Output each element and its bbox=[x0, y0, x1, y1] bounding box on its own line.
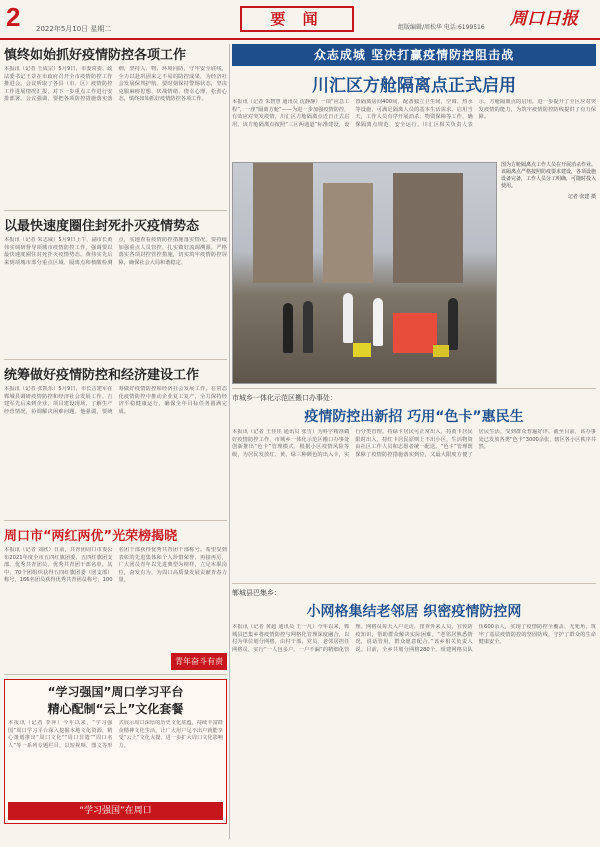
article-title: 疫情防控出新招 巧用“色卡”惠民生 bbox=[304, 409, 524, 425]
article-title: 以最快速度圈住封死扑灭疫情势态 bbox=[4, 219, 200, 234]
article-title: 小网格集结老邻居 织密疫情防控网 bbox=[306, 604, 522, 620]
article-subtitle: 精心配制“云上”文化套餐 bbox=[47, 702, 184, 716]
photo-worker bbox=[373, 298, 383, 346]
section-title: 要 闻 bbox=[240, 6, 354, 32]
divider bbox=[4, 674, 227, 675]
article-body: 本报讯（记者 刘欣）日前，共青团周口市委公布2021年度全市五四红旗团委、五四红旗团支部、优秀共青团员、优秀共青团干部名单。其中，70个团组织获得五四红旗团委（团支部）称号，166名团员获得优秀共青团员称号，100名团干部获得优秀共青团干部称号。希望受到表彰的先进集体和个人珍惜荣誉、再接再厉，广大团员青年以先进典型为榜样，立足本职岗位，奋发有为，为周口高质量发展贡献青春力量。 bbox=[4, 547, 227, 584]
photo-person bbox=[303, 301, 313, 353]
article-4 bbox=[4, 525, 227, 670]
article-body: 本报讯（记者 朱志威）5月9日上午，副市长黄伟实调研督导项城市疫情防控工作，强调要以最快速度圈住封死扑灭疫情势态。黄伟实先后来到项城市部分重点区域、隔离点和核酸检测点，实地查看疫情防控措施落实情况。要持续加强重点人员管控，扎实做好流调溯源，严格落实各项封控管控措施，切实筑牢疫情防控屏障，确保社会大局和谐稳定。 bbox=[4, 237, 227, 266]
article-2 bbox=[4, 215, 227, 355]
photo-caption: 图为方舱隔离点工作人员在开展消杀作业。该隔离点严格按照防疫要求建设，各项设施设备完备，工作人员分工明确，可随时投入使用。 bbox=[501, 162, 597, 189]
article-body: 本报讯（记者 张凯乐）5月9日，市长吉建军在郸城县调研疫情防控和经济社会发展工作。吉建军先后来到企业、项目建设现场，了解生产经营情况，协调解决困难问题。他强调，要统筹做好疫情防控和经济社会发展工作，在常态化疫情防控中推动企业复工复产，全力保持经济平稳健康运行，确保全年目标任务圆满完成。 bbox=[4, 386, 227, 415]
photo-caption-box bbox=[501, 162, 596, 384]
photo-building bbox=[393, 173, 463, 283]
topic-banner: 众志成城 坚决打赢疫情防控阻击战 bbox=[232, 44, 596, 66]
divider bbox=[232, 388, 596, 389]
article-seka bbox=[232, 393, 596, 579]
right-column bbox=[232, 44, 596, 796]
article-3 bbox=[4, 364, 227, 516]
page-header bbox=[0, 0, 600, 40]
left-column bbox=[4, 44, 227, 824]
article-body: 本报讯（记者 朱智慧 通讯员 沈静静）一项“应急工程”，一座“隔离方舱”——为进一步加强疫情防控，有效应对突发疫情，川汇区方舱隔离点近日正式启用。该方舱隔离点按照“三区两通道”标准建设，设置隔离房间400间，配备独立卫生间、空调、热水等设施，可满足隔离人员的基本生活需求。启用当天，工作人员有序开展消杀、物资保障等工作，确保隔离点规范、安全运行。川汇区相关负责人表示，方舱隔离点的启用，进一步提升了全区应对突发疫情的能力，为筑牢疫情防控防线提供了有力保障。 bbox=[232, 99, 596, 128]
photo-credit: 记者 张建 摄 bbox=[567, 194, 596, 200]
photo-building bbox=[323, 183, 373, 283]
article-body: 本报讯（记者 黄超 通讯员 王一凡）今年以来，郸城县巴集乡将疫情防控与网格化管理深度融合，以村为单位划分网格，由村干部、党员、老邻居担任网格员，实行“一人包多户、一户不漏”的精细化管理。网格员每天入户走访，排查外来人员，宣传防疫知识，帮助群众解决实际困难。“老邻居熟悉情况，说话管用，群众愿意配合。”该乡相关负责人说。目前，全乡共划分网格280个，组建网格员队伍600余人，实现了疫情防控全覆盖、无死角，筑牢了基层疫情防控的坚固防线，守护了群众的生命健康安全。 bbox=[232, 624, 596, 653]
photo-bin bbox=[433, 345, 449, 357]
article-body: 本报讯（记者 王成宗）5月9日，市委常委、政法委书记王景在市政府召开全市疫情防控工作推进会。会议听取了各县（市、区）疫情防控工作进展情况汇报，对下一步重点工作进行安排部署。会议强调，要把各项防控措施落实落细，坚持人、物、环境同防，守牢安全底线，全力以赴巩固来之不易的防控成果，为经济社会发展保驾护航。要时刻保持警惕状态，坚决克服麻痹思想、厌战情绪、侥幸心理、松劲心态，慎终如始抓好疫情防控各项工作。 bbox=[4, 66, 227, 103]
photo-building bbox=[253, 163, 313, 283]
article-body: 本报讯（记者 李萍）今年以来，“学习强国”周口学习平台深入挖掘本地文化资源，精心策划推出“周口文化”“周口非遗”“周口名人”等一系列专题栏目，以短视频、图文等形式展示周口深厚的历史文化底蕴，持续丰富群众精神文化生活，让广大用户足不出户就能享受“云上”文化大餐，进一步扩大周口文化影响力。 bbox=[8, 720, 223, 749]
column-divider bbox=[229, 44, 230, 839]
youth-badge: 青年奋斗有责 bbox=[171, 653, 227, 670]
issue-date: 2022年5月10日 星期二 bbox=[36, 25, 112, 33]
divider bbox=[4, 359, 227, 360]
article-kicker: 郸城县巴集乡： bbox=[232, 589, 281, 597]
article-1 bbox=[4, 44, 227, 206]
divider bbox=[4, 210, 227, 211]
article-title: 川汇区方舱隔离点正式启用 bbox=[312, 76, 516, 96]
column-footer: “学习强国”在周口 bbox=[8, 802, 223, 820]
editor-info: 组版编辑/周松华 电话:6199516 bbox=[398, 24, 485, 31]
article-title: “学习强国”周口学习平台 bbox=[47, 685, 184, 699]
photo-person bbox=[448, 298, 458, 350]
article-fangcang bbox=[232, 71, 596, 384]
article-wangge bbox=[232, 588, 596, 796]
article-title: 统筹做好疫情防控和经济建设工作 bbox=[4, 368, 200, 383]
photo-bin bbox=[353, 343, 371, 357]
news-photo bbox=[232, 162, 497, 384]
divider bbox=[4, 520, 227, 521]
article-title: 周口市“两红两优”光荣榜揭晓 bbox=[4, 529, 178, 544]
divider bbox=[232, 583, 596, 584]
article-body: 本报讯（记者 王佳佳 通讯员 张雪）为科学精准做好疫情防控工作，市城乡一体化示范区搬口办事处创新推出“色卡”管理模式，根据小区疫情风险等级，为居民发放红、黄、绿三种颜色的出入卡，实行分类管理。持绿卡居民可正常出入，持黄卡居民限时出入，持红卡居民原则上不出小区，生活物资由社区工作人员和志愿者统一配送。“色卡”管理既保障了疫情防控措施落实到位，又最大限度方便了居民生活，受到群众普遍好评。截至目前，该办事处已发放各类“色卡”3000余张，辖区各小区秩序井然。 bbox=[232, 429, 596, 458]
photo-tent bbox=[393, 313, 437, 353]
newspaper-logo: 周口日报 bbox=[510, 9, 578, 29]
article-title: 慎终如始抓好疫情防控各项工作 bbox=[4, 48, 187, 63]
article-5 bbox=[4, 679, 227, 824]
photo-person bbox=[283, 303, 293, 353]
article-kicker: 市城乡一体化示范区搬口办事处： bbox=[232, 394, 337, 402]
page-number: 2 bbox=[6, 2, 21, 32]
photo-worker bbox=[343, 293, 353, 343]
